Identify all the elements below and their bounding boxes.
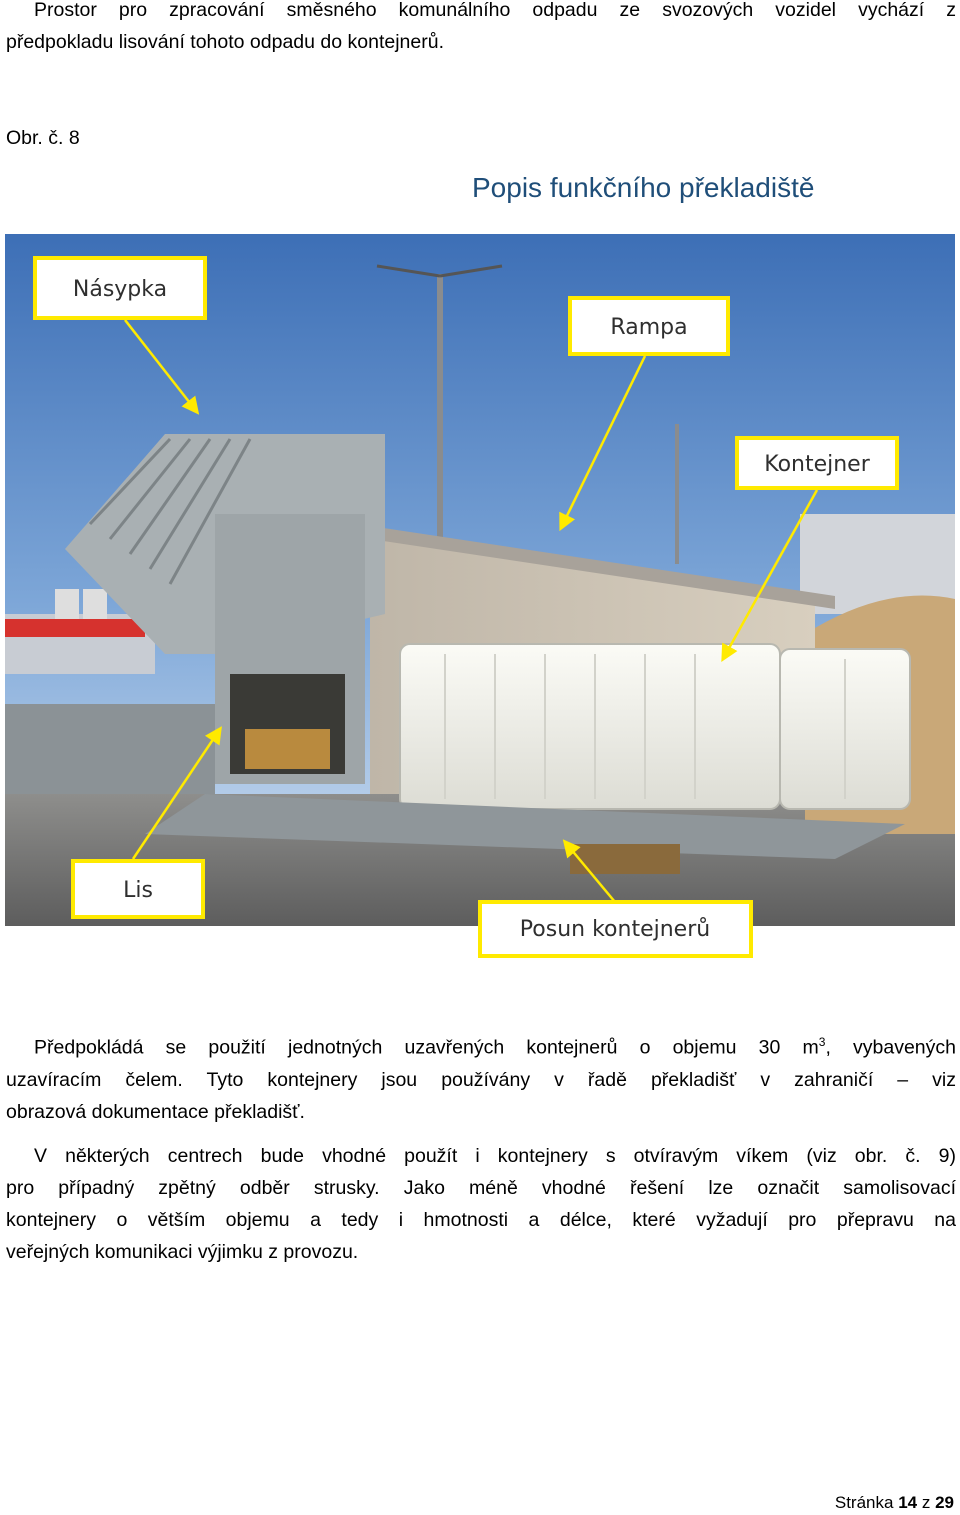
total-pages: 29 [935, 1493, 954, 1512]
label-rampa [570, 298, 728, 354]
page-separator: z [921, 1493, 931, 1512]
label-lis-text: Lis [123, 878, 153, 903]
figure-title: Popis funkčního překladiště [472, 172, 815, 203]
container-2 [780, 649, 910, 809]
container-1 [400, 644, 780, 809]
label-posun [478, 900, 753, 958]
paragraph-containers [6, 1026, 956, 1128]
page-prefix: Stránka [834, 1493, 894, 1512]
transfer-station-photo [5, 234, 955, 926]
paragraph2-line-2: pro případný zpětný odběr strusky. Jako méně vhodné řešení lze označit samolisovací [6, 1177, 956, 1199]
paragraph-centres [6, 1140, 956, 1268]
paragraph1-line-2: uzavíracím čelem. Tyto kontejnery jsou používány v řadě překladišť v zahraničí – viz [6, 1068, 956, 1091]
label-lis [73, 861, 203, 917]
label-rampa-text: Rampa [610, 315, 688, 340]
label-posun-text: Posun kontejnerů [519, 917, 711, 942]
paragraph1-line-1: Předpokládá se použití jednotných uzavřených kontejnerů o objemu 30 $m^3$, vybavených [34, 1035, 956, 1059]
label-kontejner [737, 438, 897, 488]
current-page: 14 [898, 1493, 918, 1512]
intro-paragraph [6, 0, 956, 58]
label-nasypka [35, 258, 205, 318]
superscript-3: 3 [818, 1035, 826, 1049]
paragraph2-line-1: V některých centrech bude vhodné použít i kontejnery s otvíravým víkem (viz obr. č. 9) [34, 1145, 956, 1167]
label-kontejner-text: Kontejner [764, 452, 870, 477]
figure-caption: Obr. č. 8 [6, 127, 80, 149]
page-number [835, 1493, 954, 1513]
intro-line-2: předpokladu lisování tohoto odpadu do kontejnerů. [6, 31, 444, 53]
paragraph1-line-3: obrazová dokumentace překladišť. [6, 1100, 305, 1123]
paragraph2-line-3: kontejnery o větším objemu a tedy i hmotnosti a délce, které vyžadují pro přepravu na [6, 1209, 956, 1231]
label-nasypka-text: Násypka [72, 277, 168, 302]
paragraph2-line-4: veřejných komunikaci výjimku z provozu. [6, 1241, 359, 1263]
intro-line-1: Prostor pro zpracování směsného komunálního odpadu ze svozových vozidel vychází z [34, 0, 956, 21]
